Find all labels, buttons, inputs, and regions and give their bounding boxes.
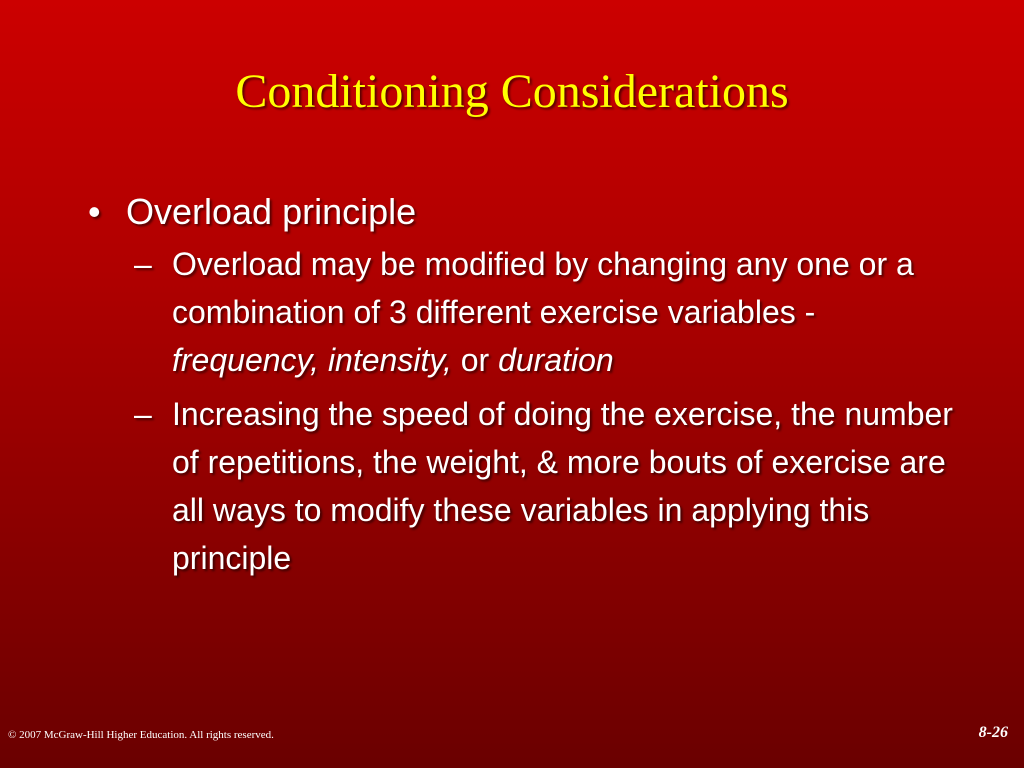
- sub-bullet-1: [134, 240, 968, 384]
- sub-bullet-1-part-1: Overload may be modified by changing any one or a combination of 3 different exercise variables -: [172, 246, 914, 330]
- dash-symbol: –: [134, 246, 152, 282]
- slide-title: Conditioning Considerations: [235, 65, 789, 118]
- dash-symbol: –: [134, 396, 152, 432]
- sub-bullet-2-text: Increasing the speed of doing the exercise, the number of repetitions, the weight, & more bouts of exercise are all ways to modify these variables in applying this principle: [172, 396, 953, 576]
- sub-bullet-1-part-4: duration: [498, 342, 614, 378]
- sub-bullet-2: [134, 390, 968, 582]
- bullet-symbol: •: [88, 191, 101, 232]
- slide-body: [88, 188, 968, 588]
- main-bullet-text: Overload principle: [126, 191, 417, 232]
- main-bullet: [88, 188, 968, 236]
- sub-bullet-1-text: [172, 240, 968, 384]
- sub-bullet-1-part-3: or: [451, 342, 499, 378]
- sub-bullet-1-part-2: frequency, intensity,: [172, 342, 452, 378]
- copyright-footer: © 2007 McGraw-Hill Higher Education. All rights reserved.: [8, 729, 274, 741]
- page-number: 8-26: [978, 724, 1008, 741]
